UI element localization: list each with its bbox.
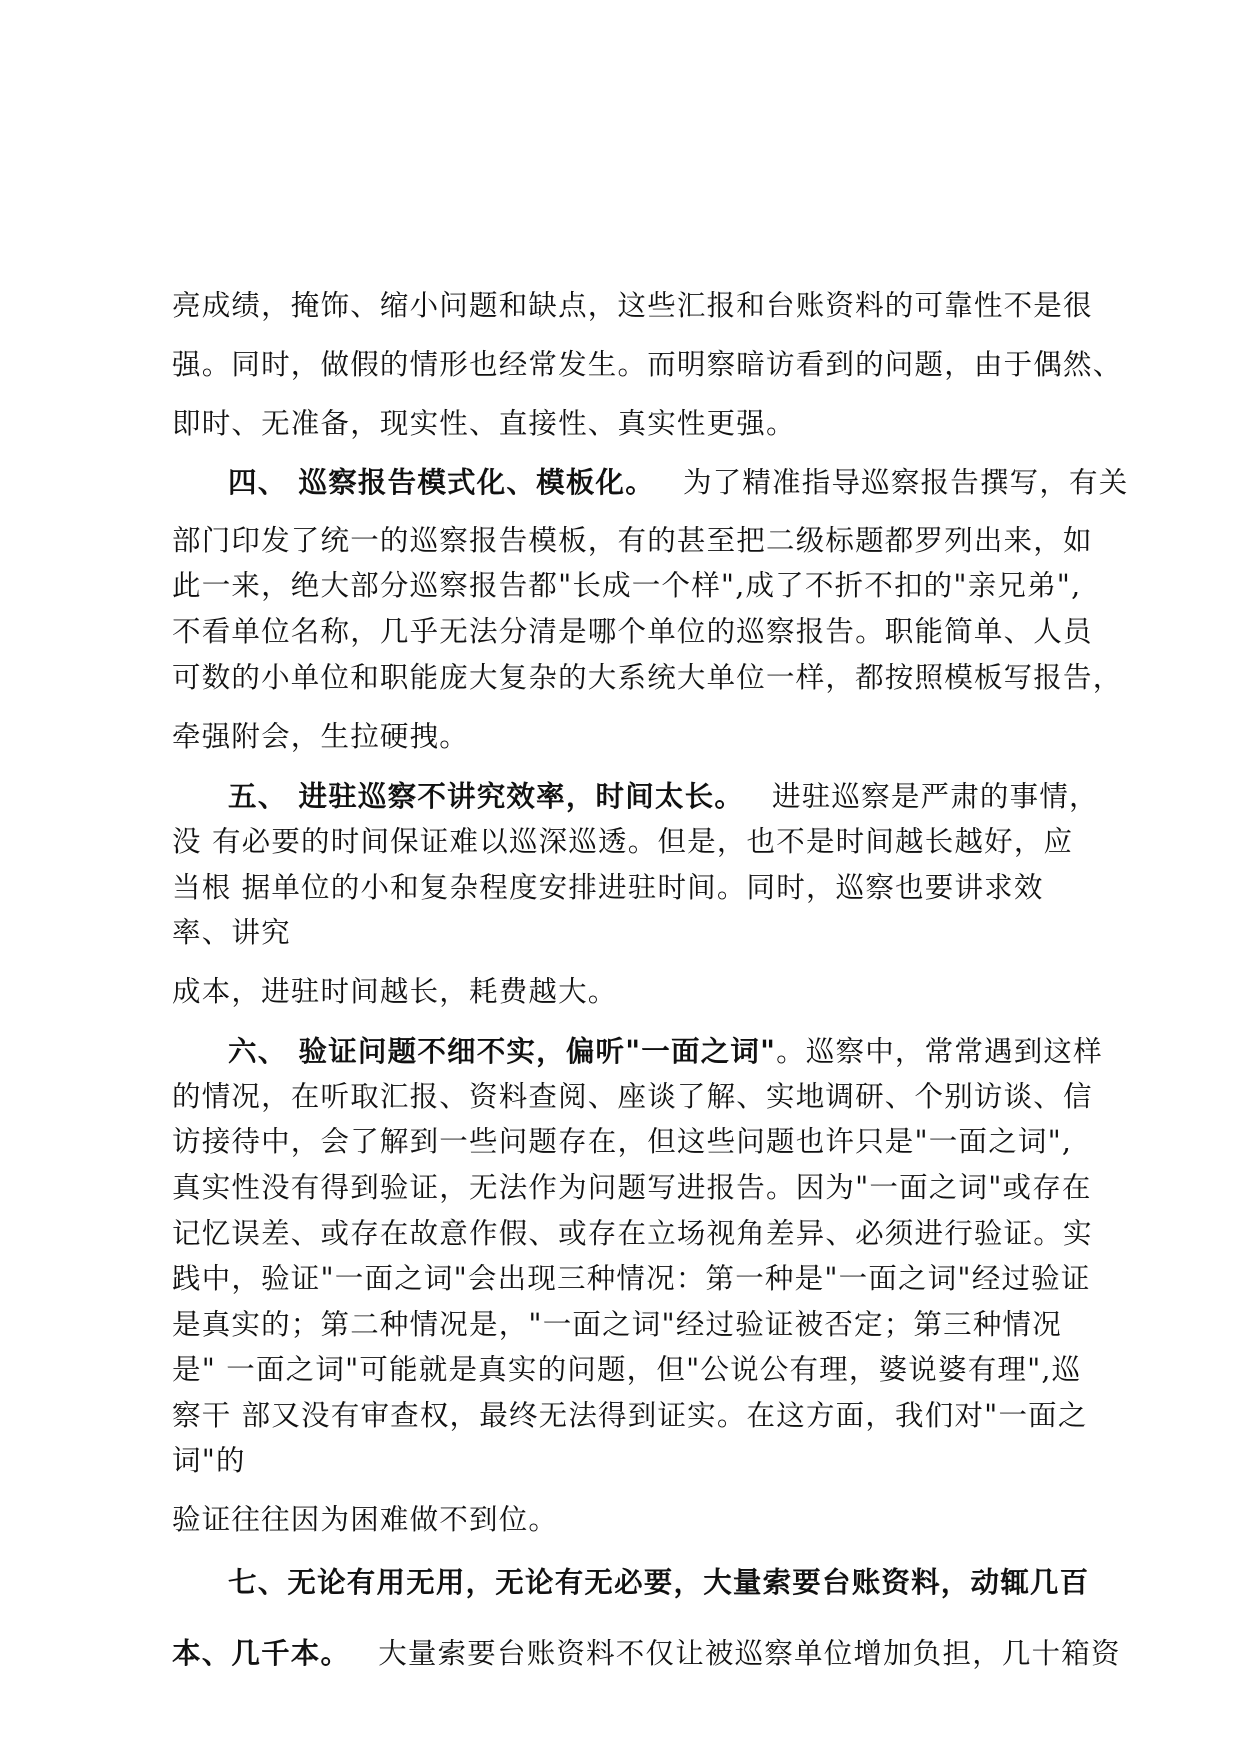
body-line: 亮成绩，掩饰、缩小问题和缺点，这些汇报和台账资料的可靠性不是很	[172, 289, 1093, 322]
section-heading-line: 四、 巡察报告模式化、模板化。 为了精准指导巡察报告撰写，有关	[228, 465, 1129, 499]
body-line: 牵强附会，生拉硬拽。	[172, 720, 470, 753]
body-line: 是真实的；第二种情况是，"一面之词"经过验证被否定；第三种情况	[172, 1308, 1062, 1341]
body-line: 即时、无准备，现实性、直接性、真实性更强。	[172, 407, 796, 440]
section-heading: 五、 进驻巡察不讲究效率，时间太长。	[228, 779, 745, 813]
body-line: 强。同时，做假的情形也经常发生。而明察暗访看到的问题，由于偶然、	[172, 348, 1123, 381]
section-heading-line: 本、几千本。 大量索要台账资料不仅让被巡察单位增加负担，几十箱资	[172, 1636, 1121, 1670]
body-line: 成本，进驻时间越长，耗费越大。	[172, 975, 618, 1008]
body-line: 此一来，绝大部分巡察报告都"长成一个样",成了不折不扣的"亲兄弟",	[172, 569, 1082, 602]
body-line: 不看单位名称，几乎无法分清是哪个单位的巡察报告。职能简单、人员	[172, 615, 1093, 648]
body-line: 没 有必要的时间保证难以巡深巡透。但是，也不是时间越长越好，应	[172, 825, 1074, 858]
body-line: 访接待中，会了解到一些问题存在，但这些问题也许只是"一面之词",	[172, 1125, 1073, 1158]
section-heading: 本、几千本。	[172, 1636, 351, 1670]
body-line: 察干 部又没有审查权，最终无法得到证实。在这方面，我们对"一面之	[172, 1399, 1088, 1432]
body-line: 记忆误差、或存在故意作假、或存在立场视角差异、必须进行验证。实	[172, 1217, 1093, 1250]
body-line: 当根 据单位的小和复杂程度安排进驻时间。同时，巡察也要讲求效	[172, 871, 1044, 904]
body-line: 真实性没有得到验证，无法作为问题写进报告。因为"一面之词"或存在	[172, 1171, 1092, 1204]
section-heading: 四、 巡察报告模式化、模板化。	[228, 465, 655, 499]
body-line: 验证往往因为困难做不到位。	[172, 1503, 559, 1536]
section-heading-line: 五、 进驻巡察不讲究效率，时间太长。 进驻巡察是严肃的事情，	[228, 779, 1099, 813]
body-line: 率、讲究	[172, 916, 291, 949]
body-line: 是" 一面之词"可能就是真实的问题，但"公说公有理，婆说婆有理",巡	[172, 1353, 1082, 1386]
section-heading-line	[228, 1562, 1089, 1603]
section-heading: 七、无论有用无用，无论有无必要，大量索要台账资料，动辄几百	[228, 1565, 1090, 1599]
body-line: 词"的	[172, 1444, 246, 1477]
body-line: 践中，验证"一面之词"会出现三种情况：第一种是"一面之词"经过验证	[172, 1262, 1091, 1295]
body-line: 部门印发了统一的巡察报告模板，有的甚至把二级标题都罗列出来，如	[172, 524, 1093, 557]
section-heading-line: 六、 验证问题不细不实，偏听"一面之词"。巡察中，常常遇到这样	[228, 1034, 1103, 1068]
body-line: 的情况，在听取汇报、资料查阅、座谈了解、实地调研、个别访谈、信	[172, 1080, 1093, 1113]
body-line: 可数的小单位和职能庞大复杂的大系统大单位一样，都按照模板写报告，	[172, 661, 1123, 694]
section-heading: 六、 验证问题不细不实，偏听"一面之词"	[228, 1034, 777, 1068]
